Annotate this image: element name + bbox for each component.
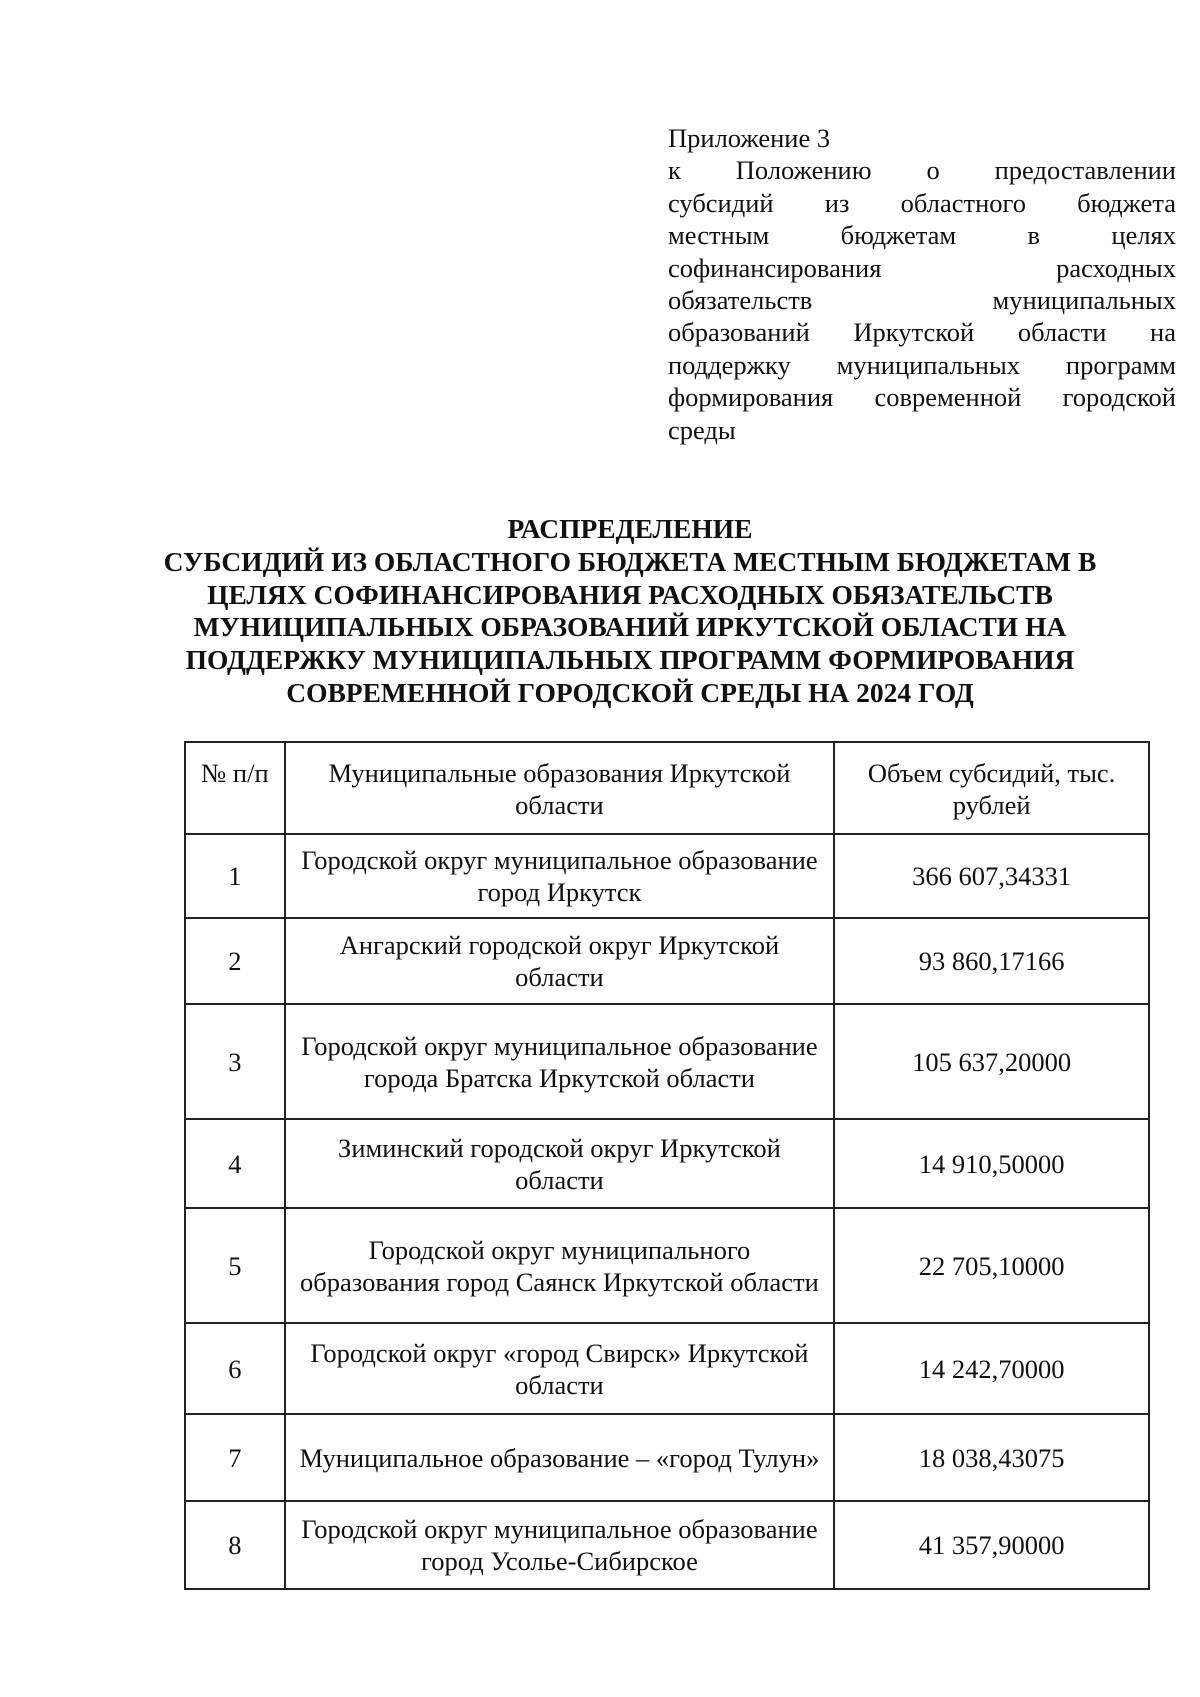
row-num: 5 bbox=[185, 1208, 285, 1323]
row-municipality: Ангарский городской округ Иркутской области bbox=[285, 918, 835, 1004]
row-volume: 14 910,50000 bbox=[834, 1119, 1149, 1208]
title-line: РАСПРЕДЕЛЕНИЕ bbox=[507, 513, 753, 544]
header-volume: Объем субсидий, тыс. рублей bbox=[834, 742, 1149, 834]
table-row bbox=[185, 1208, 1149, 1323]
title-line: СУБСИДИЙ ИЗ ОБЛАСТНОГО БЮДЖЕТА МЕСТНЫМ БЮДЖЕТАМ В bbox=[163, 545, 1097, 577]
table-header-row bbox=[185, 742, 1149, 834]
appendix-line: формирования современной городской bbox=[668, 382, 1176, 413]
table-row bbox=[185, 1414, 1149, 1501]
document-title bbox=[100, 513, 1160, 710]
appendix-line: образований Иркутской области на bbox=[668, 317, 1176, 348]
row-volume: 14 242,70000 bbox=[834, 1323, 1149, 1414]
row-municipality: Городской округ муниципальное образование город Усолье-Сибирское bbox=[285, 1501, 835, 1589]
row-volume: 22 705,10000 bbox=[834, 1208, 1149, 1323]
title-line: ЦЕЛЯХ СОФИНАНСИРОВАНИЯ РАСХОДНЫХ ОБЯЗАТЕЛЬСТВ bbox=[207, 578, 1053, 610]
table-row bbox=[185, 834, 1149, 918]
appendix-line: субсидий из областного бюджета bbox=[668, 187, 1176, 218]
appendix-line: обязательств муниципальных bbox=[668, 285, 1176, 316]
table-row bbox=[185, 1323, 1149, 1414]
row-municipality: Зиминский городской округ Иркутской области bbox=[285, 1119, 835, 1208]
row-num: 6 bbox=[185, 1323, 285, 1414]
row-num: 7 bbox=[185, 1414, 285, 1501]
table-row bbox=[185, 1501, 1149, 1589]
appendix-line: поддержку муниципальных программ bbox=[668, 349, 1176, 380]
appendix-line: среды bbox=[668, 414, 736, 445]
appendix-line: местным бюджетам в целях bbox=[668, 220, 1176, 251]
row-volume: 366 607,34331 bbox=[834, 834, 1149, 918]
distribution-table bbox=[184, 741, 1150, 1590]
row-municipality: Городской округ «город Свирск» Иркутской области bbox=[285, 1323, 835, 1414]
header-num: № п/п bbox=[185, 742, 285, 834]
title-line: СОВРЕМЕННОЙ ГОРОДСКОЙ СРЕДЫ НА 2024 ГОД bbox=[286, 676, 974, 708]
row-volume: 93 860,17166 bbox=[834, 918, 1149, 1004]
table-row bbox=[185, 1119, 1149, 1208]
title-line: МУНИЦИПАЛЬНЫХ ОБРАЗОВАНИЙ ИРКУТСКОЙ ОБЛАСТИ НА bbox=[193, 611, 1067, 643]
row-municipality: Городской округ муниципального образования город Саянск Иркутской области bbox=[285, 1208, 835, 1323]
row-num: 2 bbox=[185, 918, 285, 1004]
row-num: 8 bbox=[185, 1501, 285, 1589]
row-volume: 105 637,20000 bbox=[834, 1004, 1149, 1119]
row-municipality: Городской округ муниципальное образование город Иркутск bbox=[285, 834, 835, 918]
title-line: ПОДДЕРЖКУ МУНИЦИПАЛЬНЫХ ПРОГРАММ ФОРМИРОВАНИЯ bbox=[185, 644, 1075, 676]
row-num: 3 bbox=[185, 1004, 285, 1119]
appendix-note bbox=[668, 122, 1176, 446]
row-num: 4 bbox=[185, 1119, 285, 1208]
row-num: 1 bbox=[185, 834, 285, 918]
row-municipality: Городской округ муниципальное образование города Братска Иркутской области bbox=[285, 1004, 835, 1119]
table-row bbox=[185, 918, 1149, 1004]
appendix-line: софинансирования расходных bbox=[668, 252, 1176, 283]
header-municipality: Муниципальные образования Иркутской области bbox=[285, 742, 835, 834]
table-row bbox=[185, 1004, 1149, 1119]
appendix-line: к Положению о предоставлении bbox=[668, 155, 1176, 186]
row-volume: 41 357,90000 bbox=[834, 1501, 1149, 1589]
appendix-line: Приложение 3 bbox=[668, 123, 831, 153]
row-volume: 18 038,43075 bbox=[834, 1414, 1149, 1501]
row-municipality: Муниципальное образование – «город Тулун» bbox=[285, 1414, 835, 1501]
